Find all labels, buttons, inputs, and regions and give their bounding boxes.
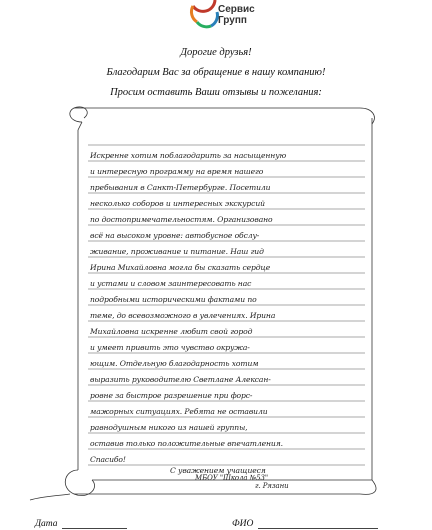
letter-line: Ирина Михайловна могла бы сказать сердце (90, 263, 271, 272)
letter-line: Михайловна искренне любит свой город (90, 327, 253, 336)
letter-line: и интересную программу на время нашего (90, 167, 264, 176)
signature-line: МБОУ "Школа №53" (195, 474, 268, 482)
letter-line: равнодушным никого из нашей группы, (90, 423, 248, 432)
letter-line: живание, проживание и питание. Наш гид (90, 247, 264, 256)
thanks-heading: Благодарим Вас за обращение в нашу компанию! (106, 67, 326, 78)
date-line (62, 528, 127, 529)
letter-line: оставив только положительные впечатления. (90, 439, 283, 448)
signature-line: С уважением учащиеся (170, 466, 266, 475)
letter-line: пребывания в Санкт-Петербурге. Посетили (90, 183, 271, 192)
letter-line: Искренне хотим поблагодарить за насыщенную (90, 151, 287, 160)
letter-line: несколько соборов и интересных экскурсий (90, 199, 265, 208)
letter-line: и умеет привить это чувство окружа- (90, 343, 250, 352)
fio-label: ФИО (232, 519, 254, 529)
letter-line: теме, до всевозможного в увлечениях. Ирина (90, 311, 276, 320)
date-label: Дата (35, 519, 58, 529)
letter-line: ющим. Отдельную благодарность хотим (90, 359, 259, 368)
signature-line: г. Рязани (255, 482, 289, 490)
letter-line: и устами и словом заинтересовать нас (90, 279, 252, 288)
fio-line (258, 528, 378, 529)
letter-line: Спасибо! (90, 455, 126, 464)
letter-line: ровне за быстрое разрешение при форс- (90, 391, 253, 400)
greeting-heading: Дорогие друзья! (180, 47, 252, 58)
logo-line2: Групп (218, 15, 247, 26)
letter-line: подробными историческими фактами по (90, 295, 257, 304)
logo-line1: Сервис (218, 4, 255, 15)
letter-line: по достопримечательностям. Организовано (90, 215, 273, 224)
letter-line: мажорных ситуациях. Ребята не оставили (90, 407, 268, 416)
request-heading: Просим оставить Ваши отзывы и пожелания: (110, 87, 322, 98)
letter-line: выразить руководителю Светлане Алексан- (90, 375, 271, 384)
letter-line: всё на высоком уровне: автобусное обслу- (90, 231, 260, 240)
